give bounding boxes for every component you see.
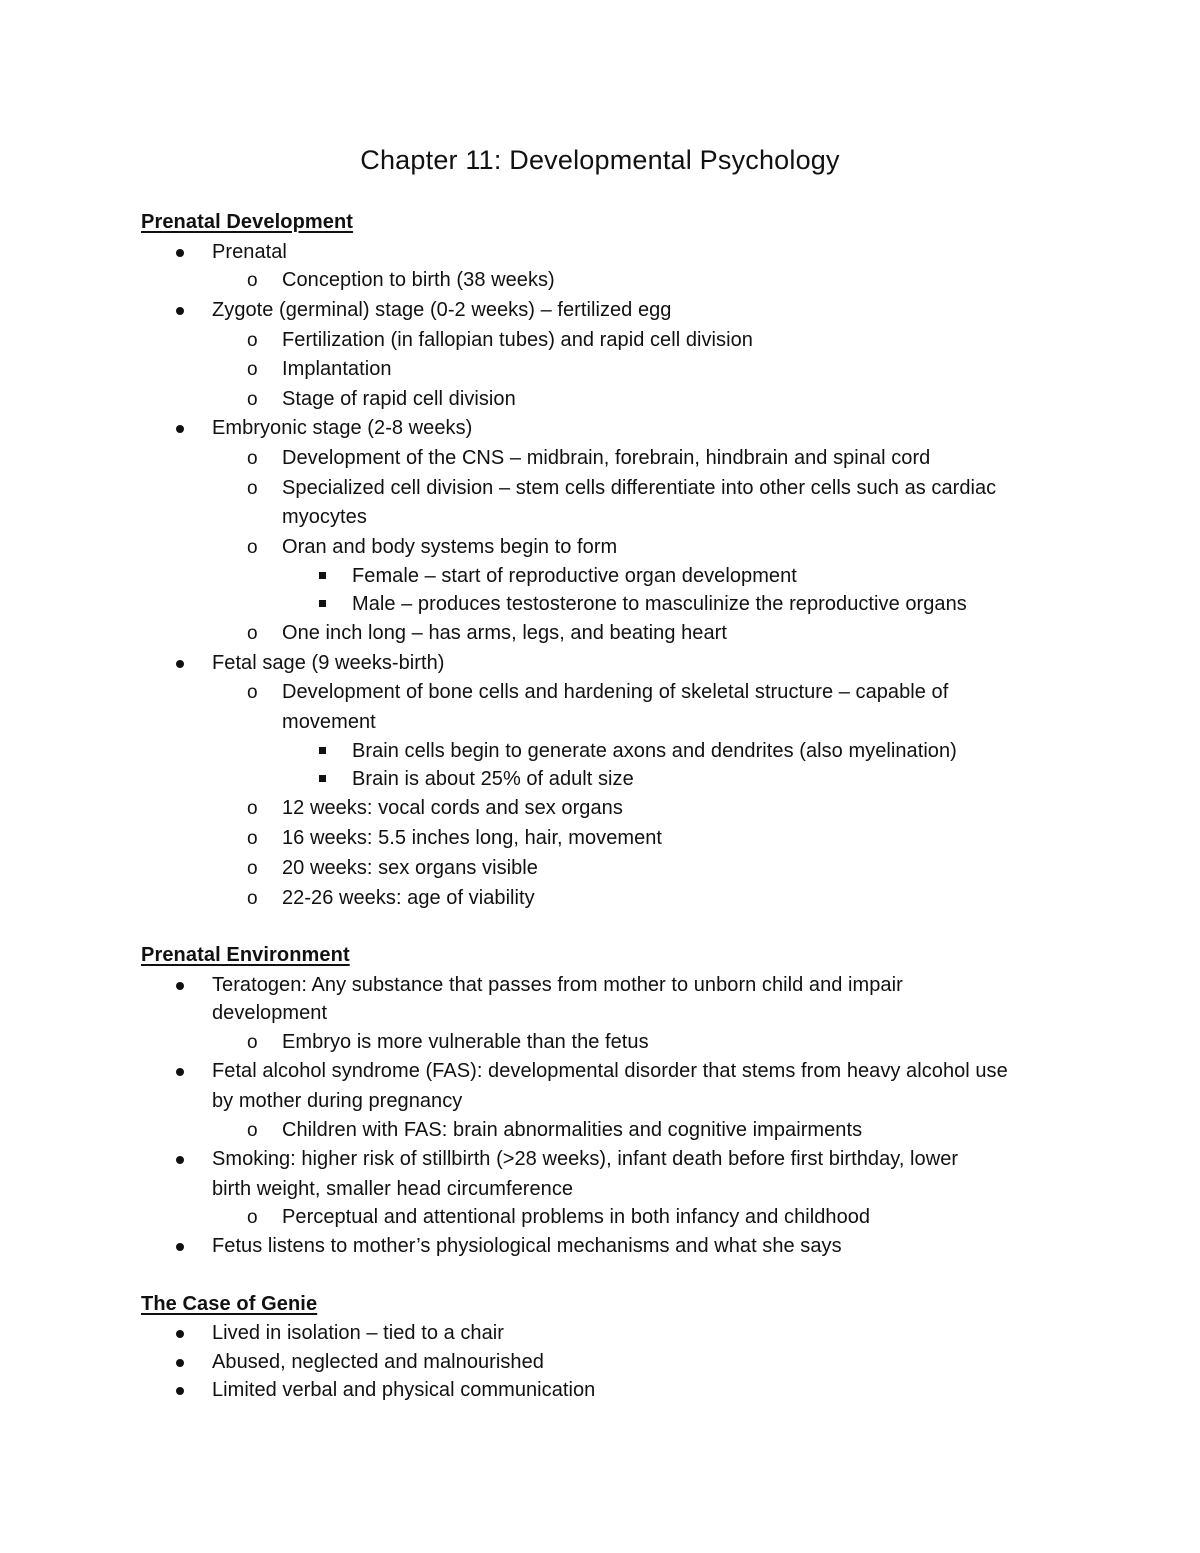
list-item: Embryonic stage (2-8 weeks) <box>212 417 473 439</box>
list-item: Development of the CNS – midbrain, forebrain, hindbrain and spinal cord <box>282 447 931 469</box>
bullet-icon <box>176 249 184 257</box>
bullet-icon <box>176 425 184 433</box>
list-item: Female – start of reproductive organ development <box>352 565 797 587</box>
circle-bullet-icon: o <box>247 389 258 410</box>
square-bullet-icon <box>319 600 326 607</box>
circle-bullet-icon: o <box>247 478 258 499</box>
square-bullet-icon <box>319 747 326 754</box>
list-item: Zygote (germinal) stage (0-2 weeks) – fertilized egg <box>212 299 672 321</box>
circle-bullet-icon: o <box>247 330 258 351</box>
bullet-icon <box>176 1387 184 1395</box>
bullet-icon <box>176 982 184 990</box>
list-item: Brain is about 25% of adult size <box>352 768 634 790</box>
list-item-continuation: movement <box>282 711 376 733</box>
bullet-icon <box>176 1330 184 1338</box>
list-item: Brain cells begin to generate axons and dendrites (also myelination) <box>352 740 957 762</box>
list-item: Conception to birth (38 weeks) <box>282 269 555 291</box>
section-heading-prenatal-development: Prenatal Development <box>141 211 354 233</box>
list-item: 22-26 weeks: age of viability <box>282 887 535 909</box>
page-title: Chapter 11: Developmental Psychology <box>360 145 840 175</box>
section-heading-case-of-genie: The Case of Genie <box>141 1293 318 1315</box>
list-item: Prenatal <box>212 241 287 263</box>
list-item: Embryo is more vulnerable than the fetus <box>282 1031 649 1053</box>
list-item: One inch long – has arms, legs, and beating heart <box>282 622 727 644</box>
list-item: Implantation <box>282 358 392 380</box>
bullet-icon <box>176 1156 184 1164</box>
list-item: Perceptual and attentional problems in both infancy and childhood <box>282 1206 871 1228</box>
circle-bullet-icon: o <box>247 1032 258 1053</box>
list-item: Abused, neglected and malnourished <box>212 1351 544 1373</box>
list-item-continuation: development <box>212 1002 328 1024</box>
circle-bullet-icon: o <box>247 1120 258 1141</box>
circle-bullet-icon: o <box>247 537 258 558</box>
list-item: Limited verbal and physical communication <box>212 1379 596 1401</box>
circle-bullet-icon: o <box>247 798 258 819</box>
square-bullet-icon <box>319 572 326 579</box>
bullet-icon <box>176 1243 184 1251</box>
circle-bullet-icon: o <box>247 1207 258 1228</box>
bullet-icon <box>176 660 184 668</box>
list-item: 16 weeks: 5.5 inches long, hair, movement <box>282 827 663 849</box>
list-item: Male – produces testosterone to masculinize the reproductive organs <box>352 593 967 615</box>
circle-bullet-icon: o <box>247 682 258 703</box>
circle-bullet-icon: o <box>247 359 258 380</box>
circle-bullet-icon: o <box>247 888 258 909</box>
list-item: Fetal alcohol syndrome (FAS): developmental disorder that stems from heavy alcohol use <box>212 1060 1008 1082</box>
list-item-continuation: by mother during pregnancy <box>212 1090 463 1112</box>
circle-bullet-icon: o <box>247 448 258 469</box>
bullet-icon <box>176 1068 184 1076</box>
square-bullet-icon <box>319 775 326 782</box>
bullet-icon <box>176 307 184 315</box>
list-item: Development of bone cells and hardening of skeletal structure – capable of <box>282 681 949 703</box>
list-item: Specialized cell division – stem cells differentiate into other cells such as cardiac <box>282 477 997 499</box>
list-item: Fetal sage (9 weeks-birth) <box>212 652 445 674</box>
list-item: Fertilization (in fallopian tubes) and rapid cell division <box>282 329 753 351</box>
list-item-continuation: birth weight, smaller head circumference <box>212 1178 574 1200</box>
list-item: 12 weeks: vocal cords and sex organs <box>282 797 623 819</box>
circle-bullet-icon: o <box>247 623 258 644</box>
list-item: Oran and body systems begin to form <box>282 536 618 558</box>
circle-bullet-icon: o <box>247 270 258 291</box>
list-item: Stage of rapid cell division <box>282 388 516 410</box>
circle-bullet-icon: o <box>247 858 258 879</box>
circle-bullet-icon: o <box>247 828 258 849</box>
list-item: Lived in isolation – tied to a chair <box>212 1322 504 1344</box>
section-heading-prenatal-environment: Prenatal Environment <box>141 944 350 966</box>
list-item: Smoking: higher risk of stillbirth (>28 weeks), infant death before first birthday, lower <box>212 1148 959 1170</box>
list-item: 20 weeks: sex organs visible <box>282 857 538 879</box>
list-item: Children with FAS: brain abnormalities and cognitive impairments <box>282 1119 863 1141</box>
bullet-icon <box>176 1359 184 1367</box>
list-item-continuation: myocytes <box>282 506 367 528</box>
list-item: Fetus listens to mother’s physiological mechanisms and what she says <box>212 1235 842 1257</box>
list-item: Teratogen: Any substance that passes from mother to unborn child and impair <box>212 974 903 996</box>
